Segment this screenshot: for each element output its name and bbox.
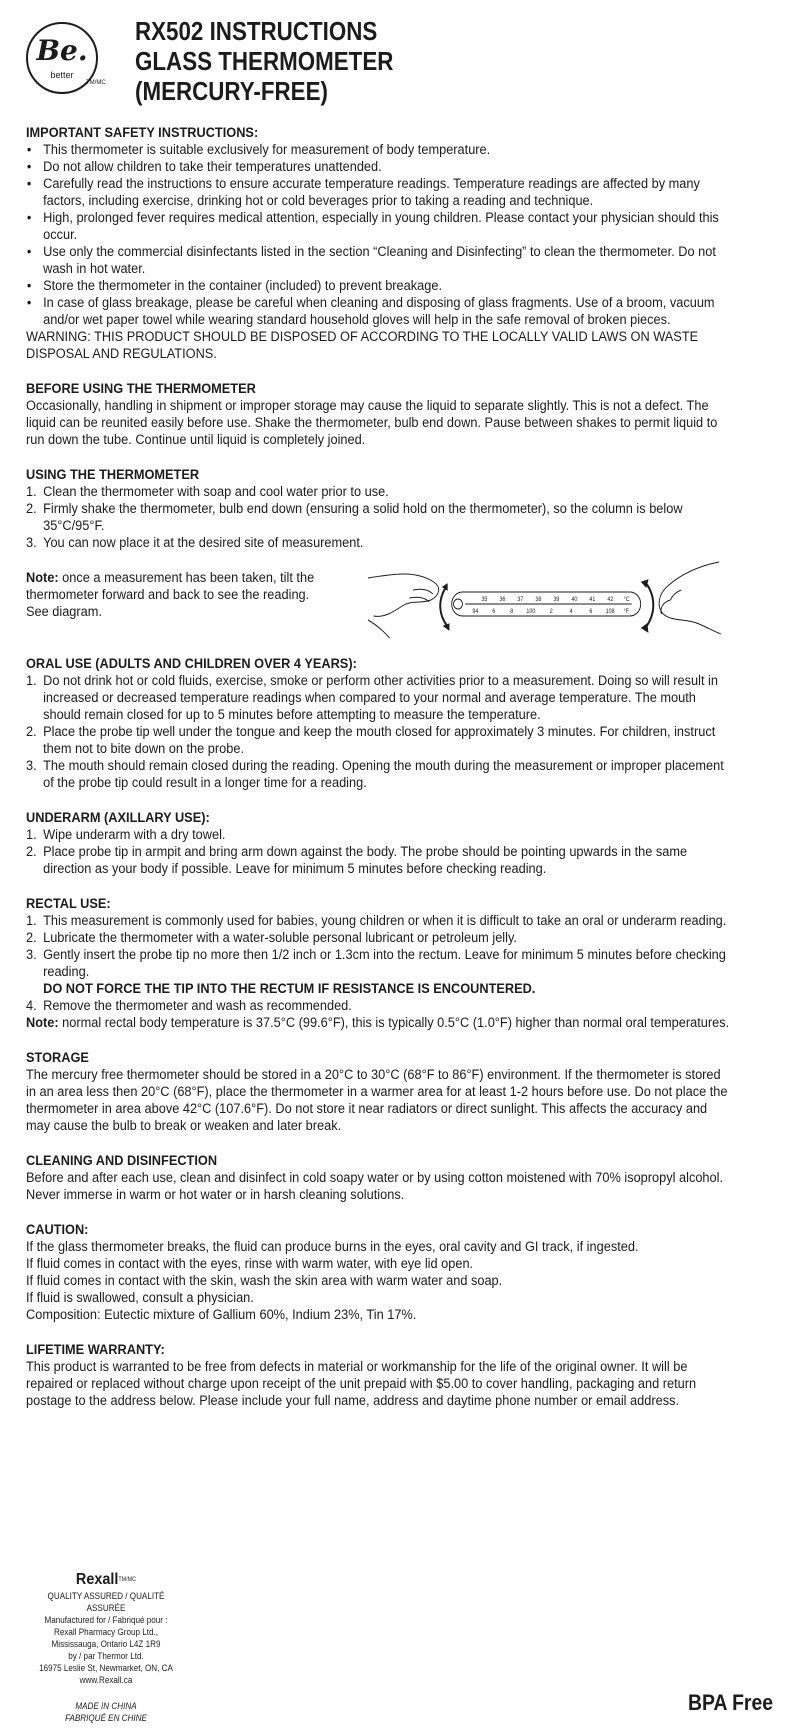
- caution-line: If fluid comes in contact with the eyes, rinse with warm water, with eye lid open.: [26, 1256, 474, 1272]
- list-item: 1. Wipe underarm with a dry towel.: [26, 827, 226, 843]
- left-wrist: [368, 620, 390, 638]
- logo-wordmark: Be.: [36, 34, 88, 67]
- section-heading: UNDERARM (AXILLARY USE):: [26, 810, 210, 826]
- list-item: • This thermometer is suitable exclusively for measurement of body temperature.: [26, 142, 732, 159]
- tilt-thermometer-diagram: [366, 560, 721, 640]
- caution-line: If fluid comes in contact with the skin, wash the skin area with warm water and soap.: [26, 1273, 503, 1289]
- list-item: • Store the thermometer in the container (included) to prevent breakage.: [26, 278, 732, 295]
- oral-list: [26, 673, 732, 792]
- list-item-text: Do not drink hot or cold fluids, exercise, smoke or perform other activities prior to a measurement. Doing so will result in increased or decreased temperature readings when compared to your normal and average temperature. The mouth should remain closed for up to 5 minutes before attempting to measure the temperature.: [43, 673, 719, 723]
- storage-section: [26, 1050, 732, 1135]
- right-arrow-head-bottom: [642, 624, 648, 632]
- section-heading: RECTAL USE:: [26, 896, 111, 912]
- section-heading: STORAGE: [26, 1050, 89, 1066]
- list-item: • Use only the commercial disinfectants listed in the section “Cleaning and Disinfecting” to clean the thermometer. Do not wash in hot water.: [26, 244, 732, 278]
- fahrenheit-tick: 6: [589, 608, 593, 616]
- rectal-section: [26, 896, 732, 1015]
- list-item: • High, prolonged fever requires medical attention, especially in young children. Please contact your physician should this occur.: [26, 210, 732, 244]
- celsius-tick: 36: [499, 596, 506, 604]
- brand-trademark: TM/MC: [118, 1577, 137, 1583]
- made-in-line: FABRIQUÉ EN CHINE: [65, 1713, 147, 1723]
- made-in-line: MADE IN CHINA: [75, 1701, 137, 1711]
- right-rotate-arrow: [645, 582, 653, 628]
- caution-line: If fluid is swallowed, consult a physician.: [26, 1290, 254, 1306]
- note-label: Note:: [26, 1015, 59, 1031]
- rectal-warning: DO NOT FORCE THE TIP INTO THE RECTUM IF RESISTANCE IS ENCOUNTERED.: [43, 981, 536, 997]
- celsius-tick: 40: [571, 596, 578, 604]
- fahrenheit-tick: 94: [472, 608, 479, 616]
- safety-section: [26, 125, 732, 329]
- made-in: [29, 1700, 184, 1724]
- footer-line: QUALITY ASSURED / QUALITÉ ASSURÉE: [47, 1591, 165, 1613]
- note-text: once a measurement has been taken, tilt the thermometer forward and back to see the reading. See diagram.: [26, 570, 315, 620]
- footer-line: Mississauga, Ontario L4Z 1R9: [51, 1639, 161, 1649]
- list-item: 1. Clean the thermometer with soap and cool water prior to use.: [26, 484, 389, 500]
- list-item-text: Remove the thermometer and wash as recommended.: [43, 998, 352, 1014]
- left-arrow-head-bottom: [444, 624, 449, 630]
- celsius-scale: [481, 597, 629, 603]
- list-item: 2. Place the probe tip well under the tongue and keep the mouth closed for approximately 3 minutes. For children, instruct them not to bite down on the probe.: [26, 724, 716, 757]
- celsius-tick: 39: [553, 596, 560, 604]
- caution-line: If the glass thermometer breaks, the fluid can produce burns in the eyes, oral cavity and GI track, if ingested.: [26, 1239, 639, 1255]
- list-item-text: The mouth should remain closed during the reading. Opening the mouth during the measurement or improper placement of the probe tip could result in a longer time for a reading.: [43, 758, 724, 791]
- logo-tagline: better: [50, 70, 74, 80]
- title-line: RX502 INSTRUCTIONS: [135, 16, 378, 46]
- fahrenheit-tick: 4: [569, 608, 573, 616]
- section-heading: IMPORTANT SAFETY INSTRUCTIONS:: [26, 125, 259, 141]
- fahrenheit-tick: 100: [526, 608, 536, 616]
- celsius-tick: 41: [589, 596, 596, 604]
- list-item: 2. Place probe tip in armpit and bring arm down against the body. The probe should be pointing upwards in the same direction as your body if possible. Leave for minimum 5 minutes before checking reading.: [26, 844, 688, 877]
- title-line: GLASS THERMOMETER: [135, 46, 394, 76]
- list-item: 3. The mouth should remain closed during the reading. Opening the mouth during the measurement or improper placement of the probe tip could result in a longer time for a reading.: [26, 758, 724, 791]
- warranty-section: [26, 1342, 732, 1410]
- left-hand-outline: [368, 574, 439, 616]
- section-heading: LIFETIME WARRANTY:: [26, 1342, 165, 1358]
- bpa-free-label: BPA Free: [688, 1690, 774, 1715]
- reading-note-row: [26, 570, 732, 638]
- section-text: Occasionally, handling in shipment or improper storage may cause the liquid to separate slightly. This is not a defect. The liquid can be reunited easily before use. Shake the thermometer, bulb end down. Pause between shakes to permit liquid to run down the tube. Continue until liquid is completely joined.: [26, 398, 718, 448]
- list-item-text: Lubricate the thermometer with a water-soluble personal lubricant or petroleum jelly.: [43, 930, 517, 946]
- using-list: [26, 484, 732, 552]
- underarm-list: [26, 827, 732, 878]
- celsius-tick: 38: [535, 596, 542, 604]
- using-section: [26, 467, 732, 552]
- fahrenheit-tick: °F: [623, 608, 630, 616]
- oral-use-section: [26, 656, 732, 792]
- rexall-logo: [29, 1570, 184, 1590]
- celsius-tick: 37: [517, 596, 524, 604]
- underarm-section: [26, 810, 732, 878]
- right-fingers: [661, 590, 681, 614]
- footer-website: www.Rexall.ca: [79, 1675, 133, 1685]
- rectal-list: [26, 913, 732, 1015]
- list-item: • Do not allow children to take their temperatures unattended.: [26, 159, 732, 176]
- list-item: 1. This measurement is commonly used for babies, young children or when it is difficult to take an oral or underarm reading.: [26, 913, 727, 929]
- section-text: Before and after each use, clean and disinfect in cold soapy water or by using cotton moistened with 70% isopropyl alcohol. Never immerse in warm or hot water or in harsh cleaning solutions.: [26, 1170, 724, 1203]
- celsius-tick: °C: [623, 596, 630, 604]
- note-label: Note:: [26, 570, 59, 586]
- instructions-body: [26, 125, 732, 1410]
- section-heading: USING THE THERMOMETER: [26, 467, 200, 483]
- page-title: [135, 16, 393, 106]
- composition: Composition: Eutectic mixture of Gallium 60%, Indium 23%, Tin 17%.: [26, 1307, 417, 1323]
- list-item: • Carefully read the instructions to ensure accurate temperature readings. Temperature readings are affected by many factors, including exercise, drinking hot or cold beverages prior to taking a reading and technique.: [26, 176, 732, 210]
- title-line: (MERCURY-FREE): [135, 76, 328, 106]
- caution-section: [26, 1222, 732, 1307]
- celsius-tick: 35: [481, 596, 488, 604]
- list-item-text: Wipe underarm with a dry towel.: [43, 827, 226, 843]
- list-item-text: Gently insert the probe tip no more then 1/2 inch or 1.3cm into the rectum. Leave for minimum 5 minutes before checking reading.: [43, 947, 726, 980]
- list-item: 1. Do not drink hot or cold fluids, exercise, smoke or perform other activities prior to a measurement. Doing so will result in increased or decreased temperature readings when compared to your normal and average temperature. The mouth should remain closed for up to 5 minutes before attempting to measure the temperature.: [26, 673, 719, 723]
- section-heading: CLEANING AND DISINFECTION: [26, 1153, 218, 1169]
- section-text: The mercury free thermometer should be stored in a 20°C to 30°C (68°F to 86°F) environment. If the thermometer is stored in an area less then 20°C (68°F), place the thermometer in a warmer area for at least 1-2 hours before use. Do not place the thermometer in area above 42°C (107.6°F). Do not store it near radiators or direct sunlight. This affects the accuracy and may cause the bulb to break or weaken and later break.: [26, 1067, 728, 1134]
- footer-line: Manufactured for / Fabriqué pour :: [44, 1615, 168, 1625]
- list-item: • In case of glass breakage, please be careful when cleaning and disposing of glass fragments. Use of a broom, vacuum and/or wet paper towel while wearing standard household gloves will help in the safe removal of broken pieces.: [26, 295, 732, 329]
- logo-trademark: TM/MC: [86, 80, 106, 86]
- footer-line: by / par Thermor Ltd.: [68, 1651, 144, 1661]
- celsius-tick: 42: [607, 596, 614, 604]
- footer-line: Rexall Pharmacy Group Ltd.,: [53, 1627, 159, 1637]
- list-item-text: Place the probe tip well under the tongue and keep the mouth closed for approximately 3 minutes. For children, instruct them not to bite down on the probe.: [43, 724, 716, 757]
- section-text: This product is warranted to be free from defects in material or workmanship for the life of the original owner. It will be repaired or replaced without charge upon receipt of the unit prepaid with $5.00 to cover handling, packaging and return postage to the address below. Please include your full name, address and daytime phone number or email address.: [26, 1359, 697, 1409]
- safety-list: [26, 142, 732, 329]
- fahrenheit-tick: 6: [492, 608, 496, 616]
- before-use-section: [26, 381, 732, 449]
- manufacturer-footer: [29, 1570, 184, 1724]
- list-item: 2. Lubricate the thermometer with a water-soluble personal lubricant or petroleum jelly.: [26, 930, 517, 946]
- section-heading: ORAL USE (ADULTS AND CHILDREN OVER 4 YEARS):: [26, 656, 357, 672]
- cleaning-section: [26, 1153, 732, 1204]
- list-item-text: This measurement is commonly used for babies, young children or when it is difficult to take an oral or underarm reading.: [43, 913, 727, 929]
- rectal-note: [26, 1015, 732, 1032]
- fahrenheit-scale: [472, 609, 629, 615]
- fahrenheit-tick: 2: [549, 608, 553, 616]
- section-heading: CAUTION:: [26, 1222, 89, 1238]
- list-item: 3. You can now place it at the desired site of measurement.: [26, 535, 364, 551]
- section-heading: BEFORE USING THE THERMOMETER: [26, 381, 256, 397]
- footer-line: 16975 Leslie St, Newmarket, ON, CA: [39, 1663, 173, 1673]
- list-item-text: You can now place it at the desired site of measurement.: [43, 535, 364, 551]
- left-rotate-arrow: [440, 588, 447, 626]
- list-item: 2. Firmly shake the thermometer, bulb end down (ensuring a solid hold on the thermometer), so the column is below 35°C/95°F.: [26, 501, 683, 534]
- list-item-text: Clean the thermometer with soap and cool water prior to use.: [43, 484, 389, 500]
- fahrenheit-tick: 108: [605, 608, 615, 616]
- list-item-text: Place probe tip in armpit and bring arm down against the body. The probe should be pointing upwards in the same direction as your body if possible. Leave for minimum 5 minutes before checking reading.: [43, 844, 688, 877]
- disposal-warning: WARNING: THIS PRODUCT SHOULD BE DISPOSED OF ACCORDING TO THE LOCALLY VALID LAWS ON WASTE DISPOSAL AND REGULATIONS.: [26, 329, 699, 362]
- list-item: 3. Gently insert the probe tip no more then 1/2 inch or 1.3cm into the rectum. Leave for minimum 5 minutes before checking reading. DO NOT FORCE THE TIP INTO THE RECTUM IF RESISTANCE IS ENCOUNTERED.: [26, 947, 732, 998]
- brand-name: Rexall: [75, 1571, 119, 1588]
- fahrenheit-tick: 8: [510, 608, 514, 616]
- thermometer-bulb: [454, 599, 463, 609]
- reading-note: [26, 570, 332, 621]
- list-item-text: Firmly shake the thermometer, bulb end down (ensuring a solid hold on the thermometer), so the column is below 35°C/95°F.: [43, 501, 683, 534]
- note-text: normal rectal body temperature is 37.5°C (99.6°F), this is typically 0.5°C (1.0°F) higher than normal oral temperatures.: [58, 1015, 730, 1031]
- list-item: 4. Remove the thermometer and wash as recommended.: [26, 998, 352, 1014]
- right-hand-outline: [659, 562, 721, 634]
